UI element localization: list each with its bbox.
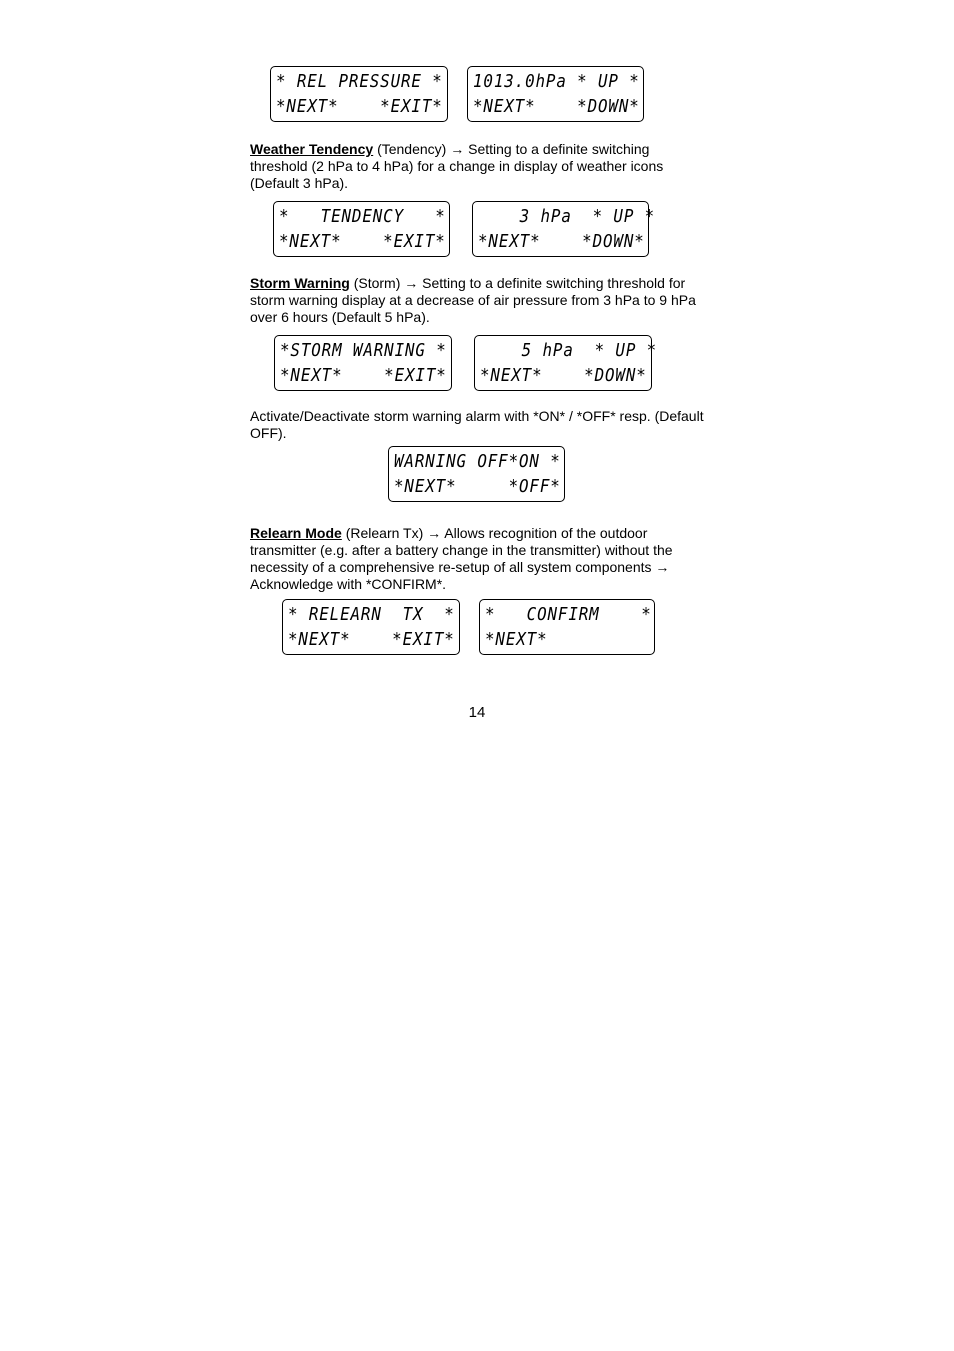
lcd-tendency-value: [472, 201, 656, 257]
section-storm-alarm: [250, 408, 705, 442]
lcd-line-1: 1013.0hPa * UP *: [473, 71, 640, 92]
lcd-line-2: *NEXT* *EXIT*: [279, 231, 446, 252]
lcd-line-1: * REL PRESSURE *: [276, 71, 443, 92]
lcd-storm-title: [274, 335, 452, 391]
lcd-line-1: * RELEARN TX *: [288, 604, 455, 625]
section-weather-tendency: [250, 141, 705, 192]
section-heading: Relearn Mode: [250, 525, 342, 541]
section-text: Activate/Deactivate storm warning alarm with *ON* / *OFF* resp. (Default OFF).: [250, 408, 704, 441]
section-storm-warning: [250, 275, 705, 326]
lcd-rel-pressure-value: [467, 66, 644, 122]
page-number: 14: [468, 704, 486, 721]
lcd-line-2: *NEXT* *DOWN*: [473, 96, 640, 117]
lcd-tendency-title: [273, 201, 450, 257]
section-heading: Storm Warning: [250, 275, 350, 291]
lcd-line-1: 3 hPa * UP *: [478, 206, 656, 227]
section-text: (Storm) → Setting to a definite switching threshold for storm warning display at a decrease of air pressure from 3 hPa to 9 hPa over 6 hours (Default 5 hPa).: [250, 275, 696, 325]
section-relearn-mode: [250, 525, 705, 593]
lcd-relearn-confirm: [479, 599, 655, 655]
lcd-line-1: *STORM WARNING *: [280, 340, 447, 361]
lcd-line-2: *NEXT* *DOWN*: [480, 365, 647, 386]
lcd-line-2: *NEXT* *EXIT*: [280, 365, 447, 386]
section-heading: Weather Tendency: [250, 141, 374, 157]
lcd-line-2: *NEXT* *DOWN*: [478, 231, 645, 252]
lcd-rel-pressure-title: [270, 66, 448, 122]
lcd-line-1: 5 hPa * UP *: [480, 340, 658, 361]
lcd-line-1: * TENDENCY *: [279, 206, 446, 227]
lcd-relearn-title: [282, 599, 460, 655]
lcd-line-2: *NEXT*: [485, 629, 548, 650]
lcd-line-1: * CONFIRM *: [485, 604, 652, 625]
lcd-line-1: WARNING OFF*ON *: [394, 451, 561, 472]
section-text: (Relearn Tx) → Allows recognition of the outdoor transmitter (e.g. after a battery change in the transmitter) without the necessity of a comprehensive re-setup of all system components → Acknowledge with *CONFIRM*.: [250, 525, 673, 592]
lcd-line-2: *NEXT* *EXIT*: [288, 629, 455, 650]
lcd-warning-onoff: [388, 446, 565, 502]
lcd-line-2: *NEXT* *EXIT*: [276, 96, 443, 117]
section-text: (Tendency) → Setting to a definite switching threshold (2 hPa to 4 hPa) for a change in display of weather icons (Default 3 hPa).: [250, 141, 664, 191]
lcd-storm-value: [474, 335, 658, 391]
lcd-line-2: *NEXT* *OFF*: [394, 476, 561, 497]
